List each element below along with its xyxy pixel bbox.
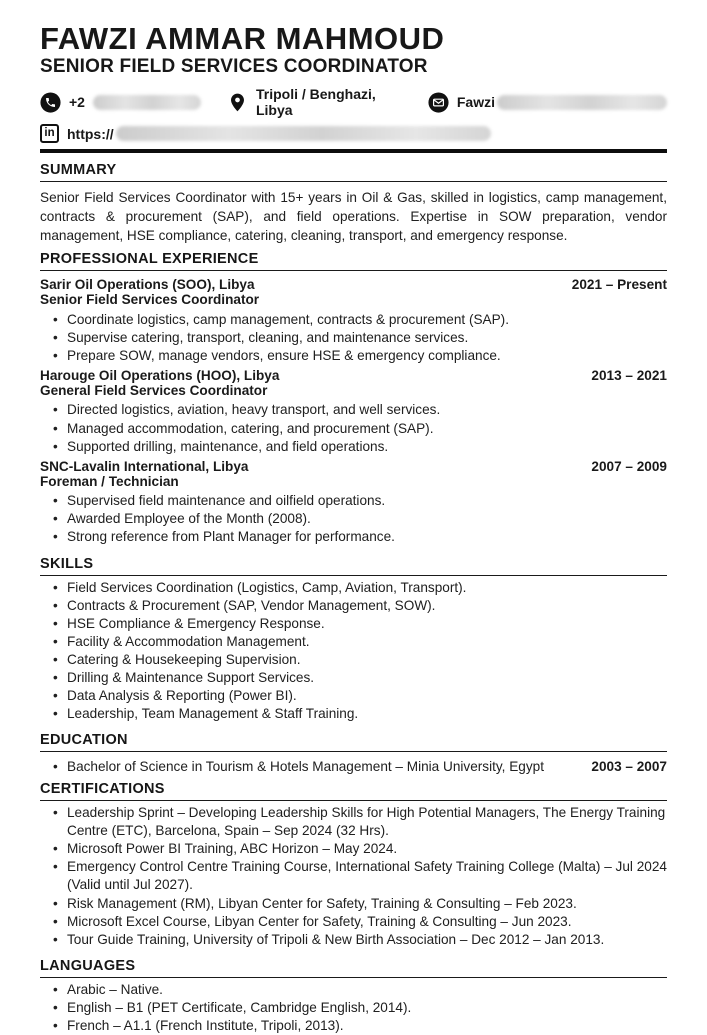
education-heading: EDUCATION	[40, 732, 667, 752]
certification-item: • Tour Guide Training, University of Tripoli & New Birth Association – Dec 2012 – Jan 2013.	[53, 931, 667, 949]
skill-item: • Leadership, Team Management & Staff Training.	[53, 705, 667, 723]
degree-text: Bachelor of Science in Tourism & Hotels Management – Minia University, Egypt	[67, 759, 545, 775]
job-bullet: • Coordinate logistics, camp management, contracts & procurement (SAP).	[53, 311, 667, 329]
language-item: • French – A1.1 (French Institute, Tripoli, 2013).	[53, 1017, 667, 1035]
company-name: Harouge Oil Operations (HOO), Libya	[40, 367, 280, 383]
redacted-email	[497, 95, 667, 110]
company-name: Sarir Oil Operations (SOO), Libya	[40, 276, 255, 292]
job-bullet: • Supported drilling, maintenance, and field operations.	[53, 438, 667, 456]
job-role: Foreman / Technician	[40, 473, 179, 489]
certification-item: • Microsoft Power BI Training, ABC Horizon – May 2024.	[53, 840, 667, 858]
redacted-phone	[93, 95, 201, 110]
certification-item: • Emergency Control Centre Training Course, International Safety Training College (Malta) – Jul 2024 (Valid until Jul 2027).	[53, 858, 667, 894]
job-role: Senior Field Services Coordinator	[40, 291, 260, 307]
job-bullet: • Supervise catering, transport, cleaning, and maintenance services.	[53, 329, 667, 347]
page-title: FAWZI AMMAR MAHMOUD	[40, 21, 445, 56]
section-skills	[40, 556, 667, 724]
job-dates: 2007 – 2009	[591, 458, 667, 474]
section-summary	[40, 162, 667, 245]
skill-item: • Field Services Coordination (Logistics, Camp, Aviation, Transport).	[53, 579, 667, 597]
email-partial: Fawzi	[456, 94, 495, 111]
job-headline: SENIOR FIELD SERVICES COORDINATOR	[40, 56, 428, 78]
contact-phone[interactable]	[40, 92, 201, 113]
linkedin-url-partial: https://	[67, 125, 114, 142]
redacted-linkedin	[116, 126, 491, 141]
job-bullet: • Directed logistics, aviation, heavy transport, and well services.	[53, 401, 667, 419]
job-bullet: • Strong reference from Plant Manager for performance.	[53, 528, 667, 546]
contact-linkedin[interactable]	[40, 124, 491, 143]
certification-item: • Leadership Sprint – Developing Leadership Skills for High Potential Managers, The Energy Training Centre (ETC), Barcelona, Spain – Sep 2024 (32 Hrs).	[53, 804, 667, 840]
job-dates: 2013 – 2021	[591, 367, 667, 383]
contact-location	[227, 86, 402, 118]
certification-item: • Microsoft Excel Course, Libyan Center for Safety, Training & Consulting – Jun 2023.	[53, 913, 667, 931]
language-item: • English – B1 (PET Certificate, Cambridge English, 2014).	[53, 999, 667, 1017]
header-divider	[40, 149, 667, 153]
job-bullet: • Managed accommodation, catering, and procurement (SAP).	[53, 420, 667, 438]
linkedin-icon: in	[40, 124, 59, 143]
section-education	[40, 732, 667, 774]
contact-row-1	[40, 86, 667, 118]
certification-item: • Risk Management (RM), Libyan Center for Safety, Training & Consulting – Feb 2023.	[53, 895, 667, 913]
section-certifications	[40, 781, 667, 949]
job-bullet: • Awarded Employee of the Month (2008).	[53, 510, 667, 528]
job-entry	[40, 459, 667, 547]
job-role: General Field Services Coordinator	[40, 382, 268, 398]
job-entry	[40, 368, 667, 456]
education-dates: 2003 – 2007	[591, 759, 667, 775]
location-text: Tripoli / Benghazi, Libya	[255, 86, 376, 119]
phone-icon	[40, 92, 61, 113]
summary-text: Senior Field Services Coordinator with 15+ years in Oil & Gas, skilled in logistics, camp management, contracts & procurement (SAP), and field operations. Expertise in SOW preparation, vendor management, HSE compliance, catering, cleaning, transport, and emergency response.	[40, 189, 667, 243]
skill-item: • Data Analysis & Reporting (Power BI).	[53, 687, 667, 705]
skill-item: • HSE Compliance & Emergency Response.	[53, 615, 667, 633]
experience-heading: PROFESSIONAL EXPERIENCE	[40, 251, 667, 271]
skill-item: • Drilling & Maintenance Support Services.	[53, 669, 667, 687]
skill-item: • Contracts & Procurement (SAP, Vendor Management, SOW).	[53, 597, 667, 615]
company-name: SNC-Lavalin International, Libya	[40, 458, 249, 474]
bullet-glyph: •	[53, 759, 58, 775]
phone-number-partial: +2	[69, 94, 85, 111]
languages-heading: LANGUAGES	[40, 958, 667, 978]
envelope-icon	[428, 92, 449, 113]
job-bullet: • Supervised field maintenance and oilfield operations.	[53, 492, 667, 510]
job-entry	[40, 277, 667, 365]
education-entry	[40, 759, 667, 774]
job-bullet: • Prepare SOW, manage vendors, ensure HSE & emergency compliance.	[53, 347, 667, 365]
job-dates: 2021 – Present	[571, 276, 667, 292]
certifications-heading: CERTIFICATIONS	[40, 781, 667, 801]
contact-email[interactable]	[428, 92, 667, 113]
location-pin-icon	[227, 92, 248, 113]
summary-heading: SUMMARY	[40, 162, 667, 182]
skill-item: • Catering & Housekeeping Supervision.	[53, 651, 667, 669]
section-experience	[40, 251, 667, 547]
contact-row-2	[40, 124, 667, 143]
section-languages	[40, 958, 667, 1035]
skill-item: • Facility & Accommodation Management.	[53, 633, 667, 651]
skills-heading: SKILLS	[40, 556, 667, 576]
language-item: • Arabic – Native.	[53, 981, 667, 999]
